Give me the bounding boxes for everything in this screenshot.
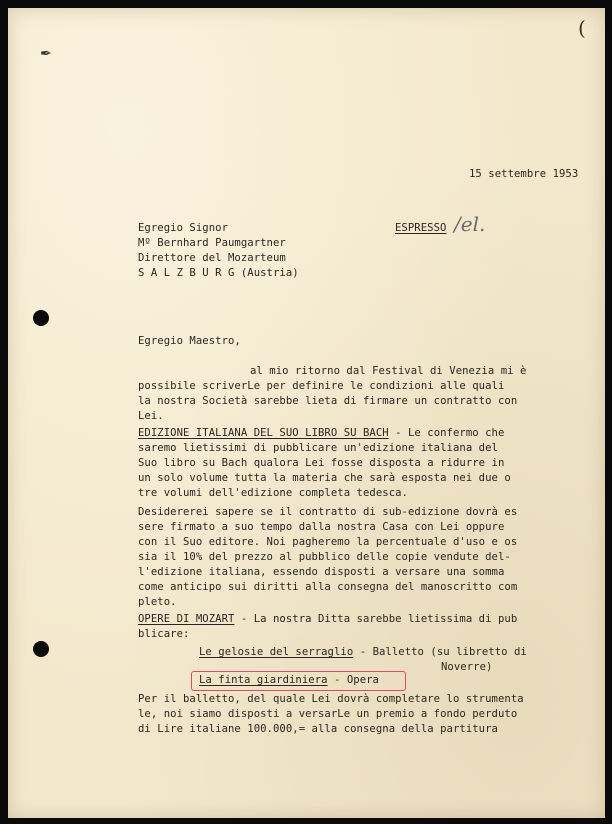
- para5-line: Per il balletto, del quale Lei dovrà completare lo strumenta: [138, 693, 524, 705]
- para2-line: saremo lietissimi di pubblicare un'edizione italiana del: [138, 442, 498, 454]
- para2-line: tre volumi dell'edizione completa tedesca.: [138, 487, 408, 499]
- para2-first-rest: - Le confermo che: [388, 427, 505, 439]
- para3-line: l'edizione italiana, essendo disposti a versare una somma: [138, 566, 505, 578]
- para4-first-line: [138, 613, 517, 625]
- para4-first-rest: - La nostra Ditta sarebbe lietissima di pub: [234, 613, 518, 625]
- para2-line: un solo volume tutta la materia che sarà esposta nei due o: [138, 472, 511, 484]
- work1-title: Le gelosie del serraglio: [199, 646, 354, 658]
- para1-line: possibile scriverLe per definire le condizioni alle quali: [138, 380, 505, 392]
- ink-mark-icon: ✒: [40, 46, 52, 62]
- work2-line: [199, 674, 379, 686]
- recipient-line: Direttore del Mozarteum: [138, 252, 286, 264]
- recipient-line: Mº Bernhard Paumgartner: [138, 237, 286, 249]
- para5-line: di Lire italiane 100.000,= alla consegna della partitura: [138, 723, 498, 735]
- para3-line: pleto.: [138, 596, 177, 608]
- work1-line: [199, 646, 527, 658]
- para1-line: Lei.: [138, 410, 164, 422]
- work2-rest: - Opera: [327, 674, 379, 686]
- work1-rest: - Balletto (su libretto di: [353, 646, 527, 658]
- para3-line: sere firmato a suo tempo dalla nostra Casa con Lei oppure: [138, 521, 505, 533]
- bach-heading: EDIZIONE ITALIANA DEL SUO LIBRO SU BACH: [138, 427, 389, 439]
- para3-line: come anticipo sui diritti alla consegna del manoscritto com: [138, 581, 518, 593]
- para5-line: le, noi siamo disposti a versarLe un premio a fondo perduto: [138, 708, 518, 720]
- letter-date: 15 settembre 1953: [469, 168, 579, 180]
- recipient-line: S A L Z B U R G (Austria): [138, 267, 299, 279]
- punch-hole: [33, 641, 49, 657]
- work2-title: La finta giardiniera: [199, 674, 328, 686]
- express-label: ESPRESSO: [395, 222, 447, 234]
- para3-line: con il Suo editore. Noi pagheremo la percentuale d'uso e os: [138, 536, 518, 548]
- para3-line: Desidererei sapere se il contratto di sub-edizione dovrà es: [138, 506, 518, 518]
- para2-line: Suo libro su Bach qualora Lei fosse disposta a ridurre in: [138, 457, 505, 469]
- page-mark: (: [578, 16, 586, 40]
- express-note: /el.: [454, 212, 486, 236]
- para2-first-line: [138, 427, 504, 439]
- para4-second-line: blicare:: [138, 628, 190, 640]
- para1-line: al mio ritorno dal Festival di Venezia mi è: [250, 365, 527, 377]
- punch-hole: [33, 310, 49, 326]
- salutation: Egregio Maestro,: [138, 335, 241, 347]
- mozart-heading: OPERE DI MOZART: [138, 613, 235, 625]
- recipient-line: Egregio Signor: [138, 222, 228, 234]
- work1-cont: Noverre): [441, 661, 493, 673]
- para3-line: sia il 10% del prezzo al pubblico delle copie vendute del-: [138, 551, 511, 563]
- letter-page: [8, 8, 605, 818]
- para1-line: la nostra Società sarebbe lieta di firmare un contratto con: [138, 395, 518, 407]
